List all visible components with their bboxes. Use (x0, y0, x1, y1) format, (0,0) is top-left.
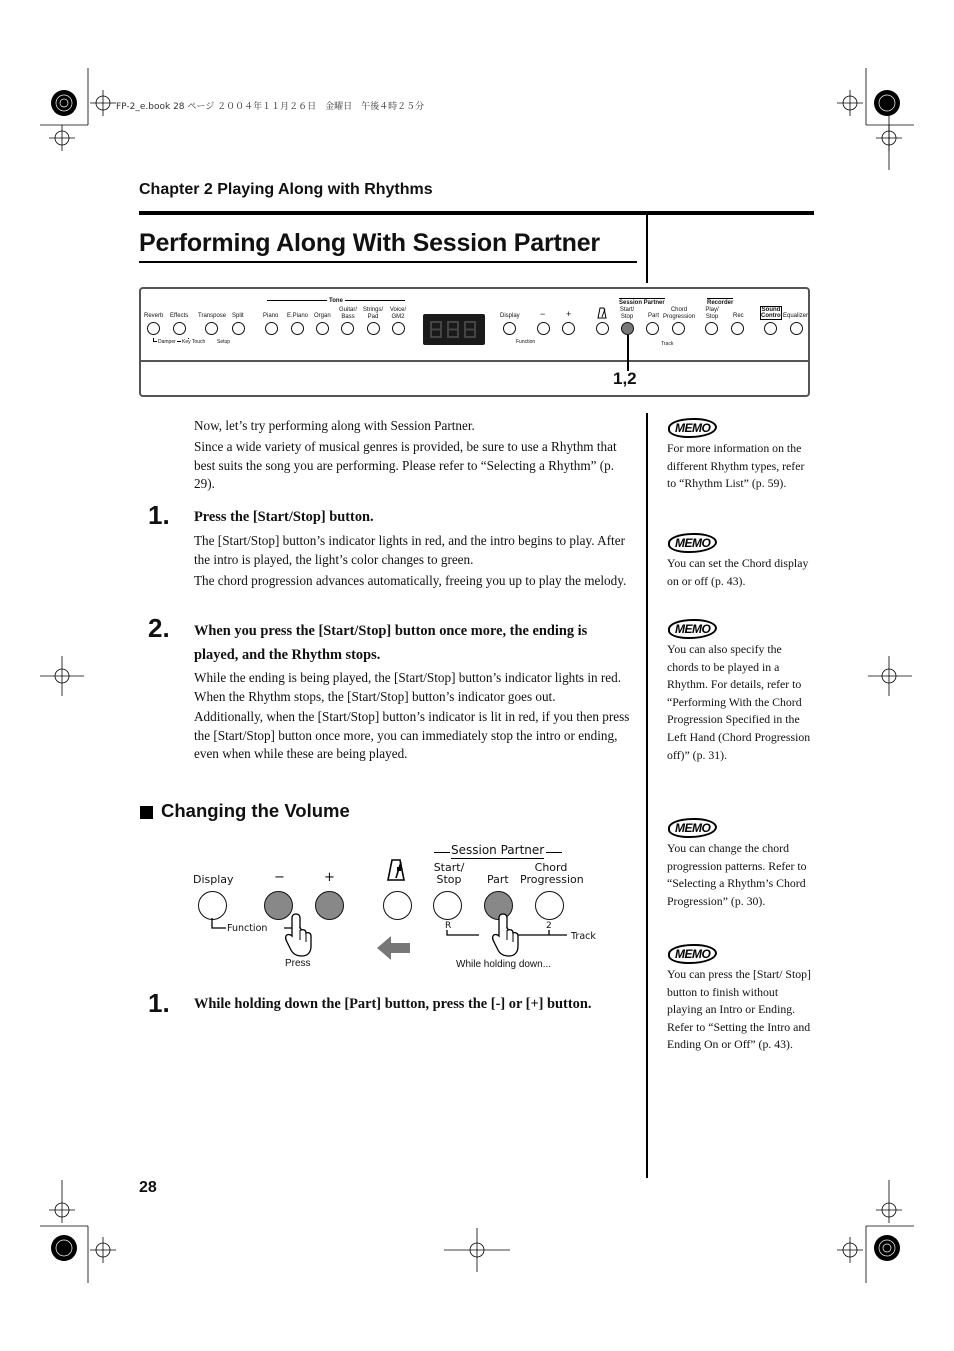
sub-label-function: Function (516, 339, 536, 345)
diagram-start-stop-button[interactable] (433, 891, 462, 920)
group-label-session: Session Partner (619, 300, 665, 306)
sub-label-key-touch: Key Touch (182, 339, 206, 345)
panel-label-piano: Piano (263, 313, 279, 319)
step-1-number: 1. (148, 500, 170, 530)
panel-label-chord-progression: Chord Progression (662, 307, 695, 320)
section-title: Performing Along With Session Partner (139, 229, 600, 257)
step-2-para-1: While the ending is being played, the [Start/Stop] button’s indicator lights in red. When the Rhythm stops, the [Start/Stop] button’s indicator goes out. (194, 670, 622, 704)
panel-label-plus: + (566, 309, 572, 319)
column-divider (646, 413, 648, 1178)
panel-label-organ: Organ (314, 313, 331, 319)
step-1-heading: Press the [Start/Stop] button. (194, 509, 374, 525)
panel-label-reverb: Reverb (144, 313, 164, 319)
memo-badge-5: MEMO (668, 944, 717, 964)
diagram-metronome-button[interactable] (383, 891, 412, 920)
page-number: 28 (139, 1179, 157, 1196)
section-title-rule (139, 261, 637, 263)
led-display (423, 314, 485, 345)
control-panel-diagram (139, 287, 810, 397)
diagram-plus-button[interactable] (315, 891, 344, 920)
memo-badge-3: MEMO (668, 619, 717, 639)
diagram-session-partner-rule-right (546, 852, 562, 853)
volume-diagram (190, 840, 610, 975)
play-stop-button[interactable] (705, 322, 718, 335)
memo-badge-2: MEMO (668, 533, 717, 553)
minus-button[interactable] (537, 322, 550, 335)
diagram-press-label: Press (285, 958, 311, 969)
panel-label-part: Part (648, 313, 660, 319)
sub-label-setup: Setup (217, 339, 231, 345)
diagram-session-partner-rule-left (434, 852, 450, 853)
diagram-holding-label: While holding down... (456, 959, 552, 970)
panel-label-equalizer: Equalizer (783, 313, 809, 319)
panel-label-minus: − (540, 309, 546, 319)
plus-button[interactable] (562, 322, 575, 335)
panel-label-strings-pad: Strings/ Pad (362, 307, 384, 320)
intro-para-2: Since a wide variety of musical genres is provided, be sure to use a Rhythm that best suits the song you are performing. Please refer to “Selecting a Rhythm” (p. 29). (194, 439, 617, 491)
diagram-display-label: Display (193, 873, 234, 886)
transpose-button[interactable] (205, 322, 218, 335)
diagram-r-label: R (445, 921, 452, 931)
diagram-chord-progression-label: Chord Progression (520, 861, 584, 886)
subsection-title: Changing the Volume (161, 800, 350, 821)
led-segments (423, 314, 485, 345)
memo-badge-1: MEMO (668, 418, 717, 438)
sub-label-damper: Damper (158, 339, 176, 345)
panel-label-rec: Rec (733, 313, 744, 319)
panel-divider (141, 360, 808, 362)
step-2-heading: When you press the [Start/Stop] button once more, the ending is played, and the Rhythm stops. (194, 623, 588, 663)
piano-button[interactable] (265, 322, 278, 335)
step-1-para-1: The [Start/Stop] button’s indicator lights in red, and the intro begins to play. After the intro is played, the light’s color changes to green. (194, 533, 625, 567)
panel-label-voice-gm2: Voice/ GM2 (389, 307, 407, 320)
panel-label-sound-control: Sound Control (761, 307, 783, 319)
organ-button[interactable] (316, 322, 329, 335)
metronome-button[interactable] (596, 322, 609, 335)
memo-text-4: You can change the chord progression patterns. Refer to “Selecting a Rhythm’s Chord Progression” (p. 30). (667, 841, 807, 908)
sound-control-button[interactable] (764, 322, 777, 335)
column-divider-top (646, 215, 648, 283)
chapter-title: Chapter 2 Playing Along with Rhythms (139, 181, 433, 198)
diagram-two-label: 2 (546, 921, 552, 931)
step-2-number: 2. (148, 613, 170, 643)
diagram-metronome-icon (387, 858, 405, 882)
voice-gm2-button[interactable] (392, 322, 405, 335)
step-marker-label: 1,2 (613, 369, 637, 388)
volume-step-heading: While holding down the [Part] button, press the [-] or [+] button. (194, 996, 592, 1012)
equalizer-button[interactable] (790, 322, 803, 335)
panel-label-display: Display (500, 313, 520, 319)
panel-label-guitar-bass: Guitar/ Bass (338, 307, 357, 320)
step-1-para-2: The chord progression advances automatically, freeing you up to play the melody. (194, 573, 627, 588)
chapter-rule (139, 211, 814, 215)
strings-pad-button[interactable] (367, 322, 380, 335)
memo-text-1: For more information on the different Rhythm types, refer to “Rhythm List” (p. 59). (667, 441, 805, 491)
guitar-bass-button[interactable] (341, 322, 354, 335)
display-button[interactable] (503, 322, 516, 335)
group-label-recorder: Recorder (707, 300, 734, 306)
diagram-minus-label: − (274, 870, 285, 885)
start-stop-button[interactable] (621, 322, 634, 335)
split-button[interactable] (232, 322, 245, 335)
rec-button[interactable] (731, 322, 744, 335)
panel-label-transpose: Transpose (198, 313, 227, 319)
step-2-para-2: Additionally, when the [Start/Stop] button’s indicator is lit in red, if you then press the [Start/Stop] button once more, you can immediately stop the intro or ending, even when while these are being played. (194, 709, 630, 761)
chord-progression-button[interactable] (672, 322, 685, 335)
diagram-start-stop-label: Start/ Stop (433, 861, 465, 886)
reverb-button[interactable] (147, 322, 160, 335)
diagram-part-label: Part (487, 873, 509, 886)
panel-label-play-stop: Play/ Stop (705, 307, 719, 320)
panel-label-epiano: E.Piano (287, 313, 309, 319)
diagram-plus-label: + (324, 870, 335, 885)
memo-text-2: You can set the Chord display on or off (p. 43). (667, 556, 809, 588)
subsection-bullet (140, 806, 153, 819)
panel-pointer-line (627, 335, 629, 371)
pressing-hand-icon (282, 912, 314, 958)
memo-text-5: You can press the [Start/ Stop] button to finish without playing an Intro or Ending. Refer to “Setting the Intro and Ending On or Off” (p. 43). (667, 967, 811, 1052)
volume-step-number: 1. (148, 988, 170, 1018)
diagram-function-label: Function (227, 923, 268, 934)
epiano-button[interactable] (291, 322, 304, 335)
left-arrow-icon (377, 936, 411, 960)
panel-label-effects: Effects (170, 313, 189, 319)
diagram-track-label: Track (571, 931, 596, 942)
metronome-icon (597, 307, 607, 319)
print-header: FP-2_e.book 28 ページ ２００４年１１月２６日 金曜日 午後４時２５分 (116, 102, 425, 112)
panel-label-start-stop: Start/ Stop (619, 307, 635, 320)
part-button[interactable] (646, 322, 659, 335)
sub-label-track: Track (661, 341, 674, 347)
effects-button[interactable] (173, 322, 186, 335)
memo-text-3: You can also specify the chords to be played in a Rhythm. For details, refer to “Performing With the Chord Progression Specified in the Left Hand (Chord Progression off)” (p. 31). (667, 642, 811, 762)
diagram-display-button[interactable] (198, 891, 227, 920)
memo-badge-4: MEMO (668, 818, 717, 838)
diagram-chord-progression-button[interactable] (535, 891, 564, 920)
holding-hand-icon (489, 912, 521, 958)
group-label-tone: Tone (266, 298, 406, 304)
panel-label-split: Split (232, 313, 244, 319)
diagram-session-partner-label: Session Partner (451, 843, 545, 857)
intro-para-1: Now, let’s try performing along with Session Partner. (194, 418, 475, 433)
